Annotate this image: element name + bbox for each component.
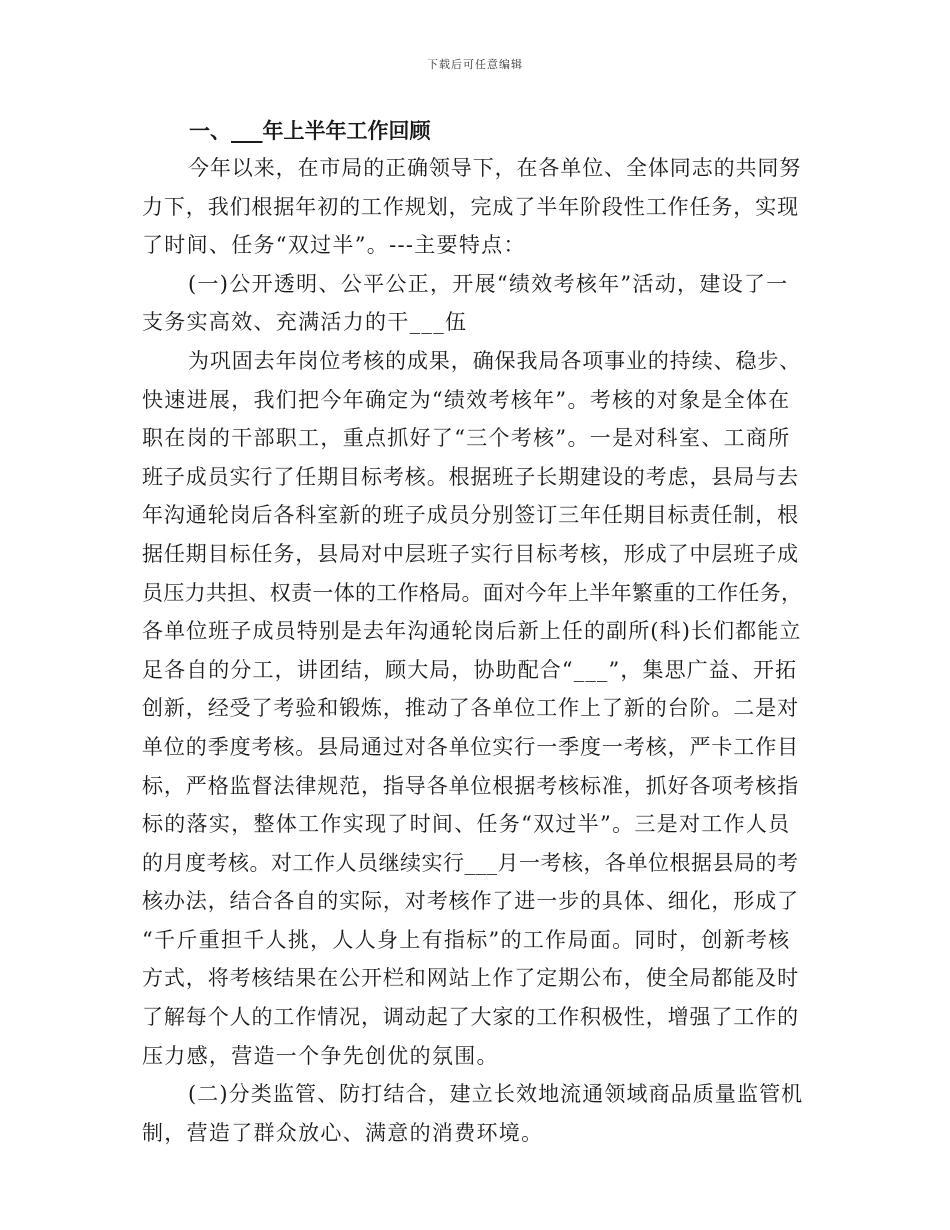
paragraph-line: “千斤重担千人挑，人人身上有指标”的工作局面。同时，创新考核 bbox=[142, 927, 791, 952]
paragraph-line: 年沟通轮岗后各科室新的班子成员分别签订三年任期目标责任制，根 bbox=[142, 503, 799, 528]
paragraph-line: 班子成员实行了任期目标考核。根据班子长期建设的考虑，县局与去 bbox=[142, 464, 799, 489]
paragraph-line: 足各自的分工，讲团结，顾大局，协助配合“___”，集思广益、开拓 bbox=[142, 657, 798, 682]
paragraph-line: 单位的季度考核。县局通过对各单位实行一季度一考核，严卡工作目 bbox=[142, 734, 799, 759]
subheading-2 bbox=[142, 1075, 802, 1152]
section-heading: 一、___年上半年工作回顾 bbox=[189, 118, 431, 143]
paragraph-line: 快速进展，我们把今年确定为“绩效考核年”。考核的对象是全体在 bbox=[142, 387, 791, 412]
paragraph-line: 核办法，结合各自的实际，对考核作了进一步的具体、细化，形成了 bbox=[142, 889, 799, 914]
paragraph-line: 创新，经受了考验和锻炼，推动了各单位工作上了新的台阶。二是对 bbox=[142, 696, 799, 721]
paragraph-line: 员压力共担、权责一体的工作格局。面对今年上半年繁重的工作任务， bbox=[142, 580, 803, 605]
paragraph-line: 职在岗的干部职工，重点抓好了“三个考核”。一是对科室、工商所 bbox=[142, 426, 791, 451]
paragraph-line: 制，营造了群众放心、满意的消费环境。 bbox=[142, 1120, 544, 1145]
paragraph-line: 标，严格监督法律规范，指导各单位根据考核标准，抓好各项考核指 bbox=[142, 773, 799, 798]
paragraph-line: (一)公开透明、公平公正，开展“绩效考核年”活动，建设了一 bbox=[188, 271, 789, 296]
paragraph-line: 各单位班子成员特别是去年沟通轮岗后新上任的副所(科)长们都能立 bbox=[142, 619, 802, 644]
paragraph-line: (二)分类监管、防打结合，建立长效地流通领域商品质量监管机 bbox=[188, 1082, 804, 1107]
paragraph-line: 了时间、任务“双过半”。---主要特点： bbox=[142, 233, 526, 258]
paragraph-line: 今年以来，在市局的正确领导下，在各单位、全体同志的共同努 bbox=[188, 156, 802, 180]
subheading-1 bbox=[142, 265, 802, 342]
paragraph-line: 了解每个人的工作情况，调动起了大家的工作积极性，增强了工作的 bbox=[142, 1005, 799, 1030]
paragraph-line: 力下，我们根据年初的工作规划，完成了半年阶段性工作任务，实现 bbox=[142, 194, 799, 219]
paragraph-line: 的月度考核。对工作人员继续实行___月一考核，各单位根据县局的考 bbox=[142, 850, 799, 875]
document-body bbox=[142, 113, 802, 1152]
paragraph-assessment bbox=[142, 342, 802, 1075]
paragraph-line: 据任期目标任务，县局对中层班子实行目标考核，形成了中层班子成 bbox=[142, 541, 799, 566]
header-note: 下载后可任意编辑 bbox=[427, 58, 523, 71]
paragraph-line: 压力感，营造一个争先创优的氛围。 bbox=[142, 1043, 499, 1068]
paragraph-intro bbox=[142, 149, 802, 265]
paragraph-line: 为巩固去年岗位考核的成果，确保我局各项事业的持续、稳步、 bbox=[188, 348, 802, 373]
paragraph-line: 方式，将考核结果在公开栏和网站上作了定期公布，使全局都能及时 bbox=[142, 966, 799, 991]
paragraph-line: 支务实高效、充满活力的干___伍 bbox=[142, 310, 468, 335]
paragraph-line: 标的落实，整体工作实现了时间、任务“双过半”。三是对工作人员 bbox=[142, 812, 791, 837]
